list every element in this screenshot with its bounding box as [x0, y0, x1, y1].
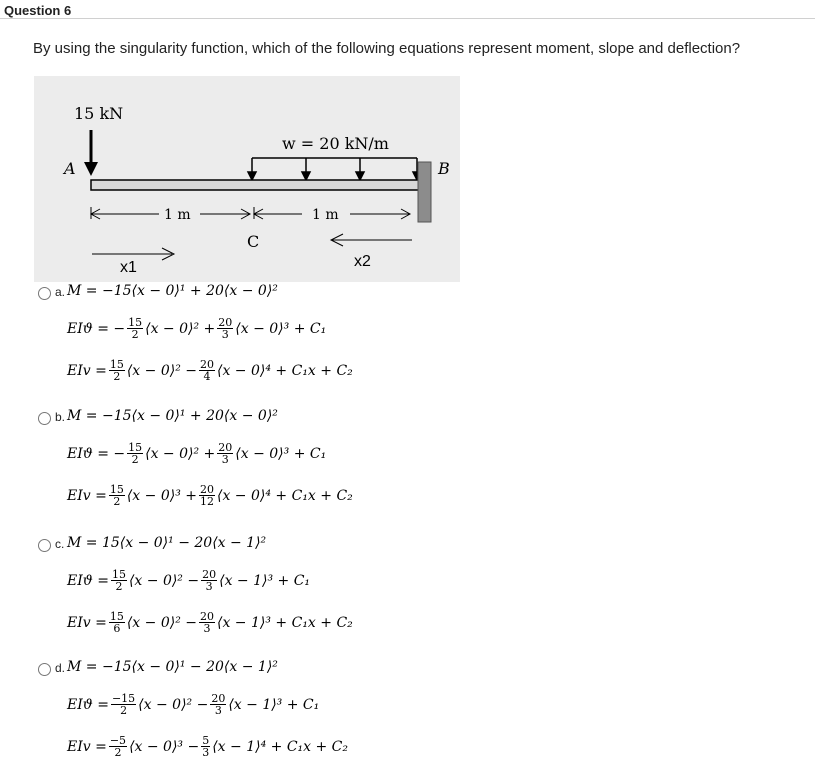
x1-label: x1	[120, 259, 137, 276]
point-load-arrow	[84, 130, 98, 176]
question-text: By using the singularity function, which of the following equations represent moment, slope and deflection?	[33, 40, 741, 57]
slope-equation: EIϑ = $\frac{15}{2}$ ⟨x − 0⟩² − $\frac{20}{3}$ ⟨x − 1⟩³ + C₁	[67, 568, 311, 593]
slope-equation: EIϑ = $\frac{-15}{2}$ ⟨x − 0⟩² − $\frac{20}{3}$ ⟨x − 1⟩³ + C₁	[67, 692, 320, 717]
slope-equation: EIϑ = − $\frac{15}{2}$ ⟨x − 0⟩² + $\frac{20}{3}$ ⟨x − 0⟩³ + C₁	[67, 441, 327, 466]
dimension-lines	[91, 207, 410, 219]
dim1-label: 1 m	[164, 207, 191, 223]
load-point-label: 15 kN	[74, 104, 124, 123]
support-a-label: A	[64, 159, 76, 178]
option-letter: a.	[55, 285, 66, 299]
radio-option-d[interactable]	[38, 663, 51, 676]
radio-option-c[interactable]	[38, 539, 51, 552]
fixed-support	[418, 162, 431, 222]
moment-equation: M = −15⟨x − 0⟩¹ − 20⟨x − 1⟩²	[67, 659, 278, 675]
radio-option-a[interactable]	[38, 287, 51, 300]
question-title: Question 6	[4, 3, 72, 18]
deflection-equation: EIv = $\frac{15}{2}$ ⟨x − 0⟩² − $\frac{20}{4}$ ⟨x − 0⟩⁴ + C₁x + C₂	[67, 358, 353, 383]
x2-arrow	[331, 234, 412, 246]
slope-equation: EIϑ = − $\frac{15}{2}$ ⟨x − 0⟩² + $\frac{20}{3}$ ⟨x − 0⟩³ + C₁	[67, 316, 327, 341]
option-letter: b.	[55, 410, 66, 424]
option-letter: d.	[55, 661, 66, 675]
dim2-label: 1 m	[312, 207, 339, 223]
moment-equation: M = −15⟨x − 0⟩¹ + 20⟨x − 0⟩²	[67, 283, 278, 299]
radio-option-b[interactable]	[38, 412, 51, 425]
deflection-equation: EIv = $\frac{-5}{2}$ ⟨x − 0⟩³ − $\frac{5}{3}$ ⟨x − 1⟩⁴ + C₁x + C₂	[67, 734, 348, 759]
dist-load-arrows	[248, 158, 421, 180]
support-b-label: B	[438, 159, 450, 178]
option-letter: c.	[55, 537, 65, 551]
beam-figure	[34, 76, 460, 282]
dist-load-label: w = 20 kN/m	[282, 134, 389, 153]
deflection-equation: EIv = $\frac{15}{2}$ ⟨x − 0⟩³ + $\frac{20}{12}$ ⟨x − 0⟩⁴ + C₁x + C₂	[67, 483, 353, 508]
point-c-label: C	[247, 232, 260, 251]
beam	[91, 180, 419, 190]
deflection-equation: EIv = $\frac{15}{6}$ ⟨x − 0⟩² − $\frac{20}{3}$ ⟨x − 1⟩³ + C₁x + C₂	[67, 610, 353, 635]
moment-equation: M = 15⟨x − 0⟩¹ − 20⟨x − 1⟩²	[67, 535, 267, 551]
title-divider	[0, 18, 815, 19]
x2-label: x2	[354, 253, 371, 270]
beam-diagram	[34, 76, 460, 282]
moment-equation: M = −15⟨x − 0⟩¹ + 20⟨x − 0⟩²	[67, 408, 278, 424]
